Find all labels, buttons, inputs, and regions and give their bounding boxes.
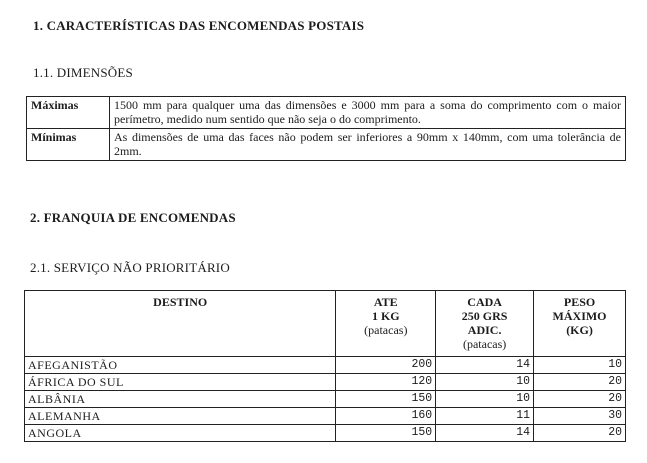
cell-peso: 20 <box>534 374 626 391</box>
header-cada-line2: 250 GRS <box>461 309 508 323</box>
dimensions-text: 1500 mm para qualquer uma das dimensões e 3000 mm para a soma do comprimento com o maior perímetro, medido num sentido que não seja o do comprimento. <box>110 97 626 129</box>
cell-destino: ALBÂNIA <box>25 391 336 408</box>
header-cada-line3: ADIC. <box>467 323 502 337</box>
dimensions-label: Máximas <box>27 97 110 129</box>
cell-ate: 160 <box>336 408 436 425</box>
header-cada-line1: CADA <box>467 295 502 309</box>
subsection-2-1-title: 2.1. SERVIÇO NÃO PRIORITÁRIO <box>30 260 230 275</box>
table-row <box>25 391 626 408</box>
section-2-title: 2. FRANQUIA DE ENCOMENDAS <box>30 210 236 225</box>
cell-peso: 10 <box>534 357 626 374</box>
header-ate-1kg <box>336 291 436 357</box>
cell-cada: 10 <box>436 374 534 391</box>
header-cada-unit: (patacas) <box>462 337 507 351</box>
cell-destino: ANGOLA <box>25 425 336 442</box>
dimensions-label: Mínimas <box>27 129 110 161</box>
cell-destino: ÁFRICA DO SUL <box>25 374 336 391</box>
cell-ate: 150 <box>336 425 436 442</box>
table-row <box>25 374 626 391</box>
dimensions-row-max <box>27 97 626 129</box>
cell-peso: 20 <box>534 391 626 408</box>
cell-cada: 11 <box>436 408 534 425</box>
dimensions-text: As dimensões de uma das faces não podem ser inferiores a 90mm x 140mm, com uma tolerância de 2mm. <box>110 129 626 161</box>
header-ate-line2: 1 KG <box>371 309 400 323</box>
cell-cada: 14 <box>436 425 534 442</box>
header-peso-line2: MÁXIMO <box>552 309 607 323</box>
header-ate-line1: ATE <box>373 295 398 309</box>
header-peso-line1: PESO <box>563 295 596 309</box>
cell-ate: 200 <box>336 357 436 374</box>
section-1-title: 1. CARACTERÍSTICAS DAS ENCOMENDAS POSTAIS <box>33 18 365 33</box>
cell-cada: 10 <box>436 391 534 408</box>
header-destino: DESTINO <box>25 291 336 357</box>
cell-ate: 150 <box>336 391 436 408</box>
tariff-table <box>24 290 626 442</box>
header-ate-unit: (patacas) <box>364 323 408 337</box>
header-cada-250grs <box>436 291 534 357</box>
dimensions-row-min <box>27 129 626 161</box>
tariff-header-row <box>25 291 626 357</box>
table-row <box>25 425 626 442</box>
table-row <box>25 408 626 425</box>
header-peso-maximo <box>534 291 626 357</box>
cell-destino: AFEGANISTÃO <box>25 357 336 374</box>
cell-destino: ALEMANHA <box>25 408 336 425</box>
subsection-1-1-title: 1.1. DIMENSÕES <box>33 65 133 80</box>
header-peso-line3: (KG) <box>566 323 593 337</box>
table-row <box>25 357 626 374</box>
cell-peso: 30 <box>534 408 626 425</box>
cell-peso: 20 <box>534 425 626 442</box>
dimensions-table <box>26 96 626 161</box>
cell-cada: 14 <box>436 357 534 374</box>
cell-ate: 120 <box>336 374 436 391</box>
